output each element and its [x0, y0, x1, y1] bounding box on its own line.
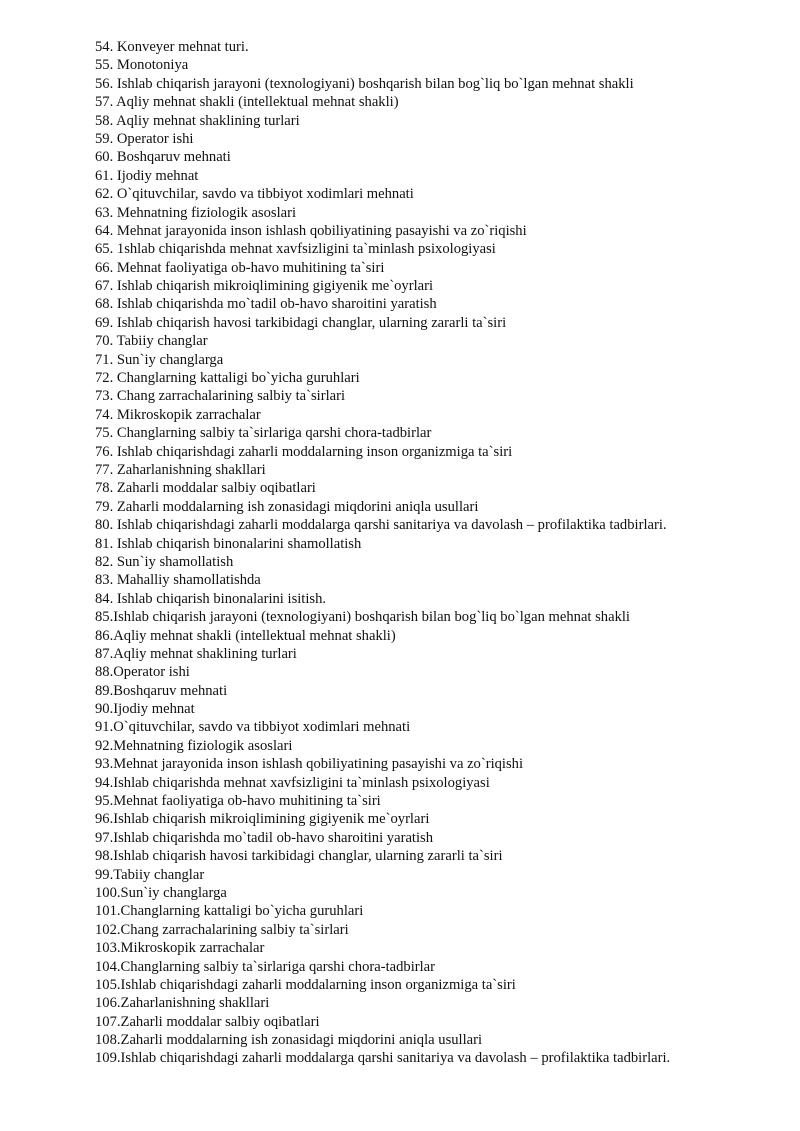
list-item: 106.Zaharlanishning shakllari: [95, 995, 270, 1012]
list-item: 59. Operator ishi: [95, 130, 194, 147]
list-item: 105.Ishlab chiqarishdagi zaharli moddalarning inson organizmiga ta`siri: [95, 976, 516, 993]
list-item: 90.Ijodiy mehnat: [95, 701, 195, 718]
list-item: 95.Mehnat faoliyatiga ob-havo muhitining ta`siri: [95, 793, 381, 810]
list-item: 102.Chang zarrachalarining salbiy ta`sirlari: [95, 921, 349, 938]
list-item: 94.Ishlab chiqarishda mehnat xavfsizligini ta`minlash psixologiyasi: [95, 774, 490, 791]
list-item: 61. Ijodiy mehnat: [95, 167, 199, 184]
list-item: 64. Mehnat jarayonida inson ishlash qobiliyatining pasayishi va zo`riqishi: [95, 222, 527, 239]
list-item: 108.Zaharli moddalarning ish zonasidagi miqdorini aniqla usullari: [95, 1032, 483, 1049]
list-item: 83. Mahalliy shamollatishda: [95, 572, 261, 589]
list-item: 85.Ishlab chiqarish jarayoni (texnologiyani) boshqarish bilan bog`liq bo`lgan mehnat shakli: [95, 609, 630, 626]
list-item: 92.Mehnatning fiziologik asoslari: [95, 737, 293, 754]
list-item: 98.Ishlab chiqarish havosi tarkibidagi changlar, ularning zararli ta`siri: [95, 848, 503, 865]
list-item: 62. O`qituvchilar, savdo va tibbiyot xodimlari mehnati: [95, 186, 414, 203]
list-item: 81. Ishlab chiqarish binonalarini shamollatish: [95, 535, 362, 552]
list-item: 86.Aqliy mehnat shakli (intellektual mehnat shakli): [95, 627, 396, 644]
list-item: 87.Aqliy mehnat shaklining turlari: [95, 645, 297, 662]
list-item: 84. Ishlab chiqarish binonalarini isitish.: [95, 590, 327, 607]
list-item: 99.Tabiiy changlar: [95, 866, 205, 883]
list-item: 75. Changlarning salbiy ta`sirlariga qarshi chora-tadbirlar: [95, 425, 432, 442]
list-item: 71. Sun`iy changlarga: [95, 351, 224, 368]
question-list: [95, 38, 785, 1068]
list-item: 54. Konveyer mehnat turi.: [95, 39, 249, 55]
document-page: [95, 38, 785, 1068]
list-item: 88.Operator ishi: [95, 664, 190, 681]
list-item: 96.Ishlab chiqarish mikroiqlimining gigiyenik me`oyrlari: [95, 811, 430, 828]
list-item: 74. Mikroskopik zarrachalar: [95, 406, 261, 423]
list-item: 55. Monotoniya: [95, 57, 189, 74]
list-item: 97.Ishlab chiqarishda mo`tadil ob-havo sharoitini yaratish: [95, 829, 434, 846]
list-item: 78. Zaharli moddalar salbiy oqibatlari: [95, 480, 316, 497]
list-item: 77. Zaharlanishning shakllari: [95, 461, 266, 478]
list-item: 69. Ishlab chiqarish havosi tarkibidagi changlar, ularning zararli ta`siri: [95, 314, 507, 331]
list-item: 70. Tabiiy changlar: [95, 333, 208, 350]
list-item: 107.Zaharli moddalar salbiy oqibatlari: [95, 1013, 320, 1030]
list-item: 89.Boshqaruv mehnati: [95, 682, 228, 699]
list-item: 104.Changlarning salbiy ta`sirlariga qarshi chora-tadbirlar: [95, 958, 436, 975]
list-item: 93.Mehnat jarayonida inson ishlash qobiliyatining pasayishi va zo`riqishi: [95, 756, 524, 773]
list-item: 109.Ishlab chiqarishdagi zaharli moddalarga qarshi sanitariya va davolash – profilaktika tadbirlari.: [95, 1050, 671, 1067]
list-item: 79. Zaharli moddalarning ish zonasidagi miqdorini aniqla usullari: [95, 498, 479, 515]
list-item: 91.O`qituvchilar, savdo va tibbiyot xodimlari mehnati: [95, 719, 411, 736]
list-item: 73. Chang zarrachalarining salbiy ta`sirlari: [95, 388, 346, 405]
list-item: 63. Mehnatning fiziologik asoslari: [95, 204, 297, 221]
list-item: 80. Ishlab chiqarishdagi zaharli moddalarga qarshi sanitariya va davolash – profilaktika tadbirlari.: [95, 517, 667, 534]
list-item: 56. Ishlab chiqarish jarayoni (texnologiyani) boshqarish bilan bog`liq bo`lgan mehnat shakli: [95, 75, 634, 92]
list-item: 103.Mikroskopik zarrachalar: [95, 940, 265, 957]
list-item: 60. Boshqaruv mehnati: [95, 149, 231, 166]
list-item: 68. Ishlab chiqarishda mo`tadil ob-havo sharoitini yaratish: [95, 296, 437, 313]
list-item: 82. Sun`iy shamollatish: [95, 553, 234, 570]
list-item: 72. Changlarning kattaligi bo`yicha guruhlari: [95, 370, 360, 387]
list-item: 100.Sun`iy changlarga: [95, 884, 227, 901]
list-item: 65. 1shlab chiqarishda mehnat xavfsizligini ta`minlash psixologiyasi: [95, 241, 496, 258]
list-item: 58. Aqliy mehnat shaklining turlari: [95, 112, 300, 129]
list-item: 76. Ishlab chiqarishdagi zaharli moddalarning inson organizmiga ta`siri: [95, 443, 513, 460]
list-item: 101.Changlarning kattaligi bo`yicha guruhlari: [95, 903, 364, 920]
list-item: 57. Aqliy mehnat shakli (intellektual mehnat shakli): [95, 94, 399, 111]
list-item: 67. Ishlab chiqarish mikroiqlimining gigiyenik me`oyrlari: [95, 278, 434, 295]
list-item: 66. Mehnat faoliyatiga ob-havo muhitining ta`siri: [95, 259, 385, 276]
